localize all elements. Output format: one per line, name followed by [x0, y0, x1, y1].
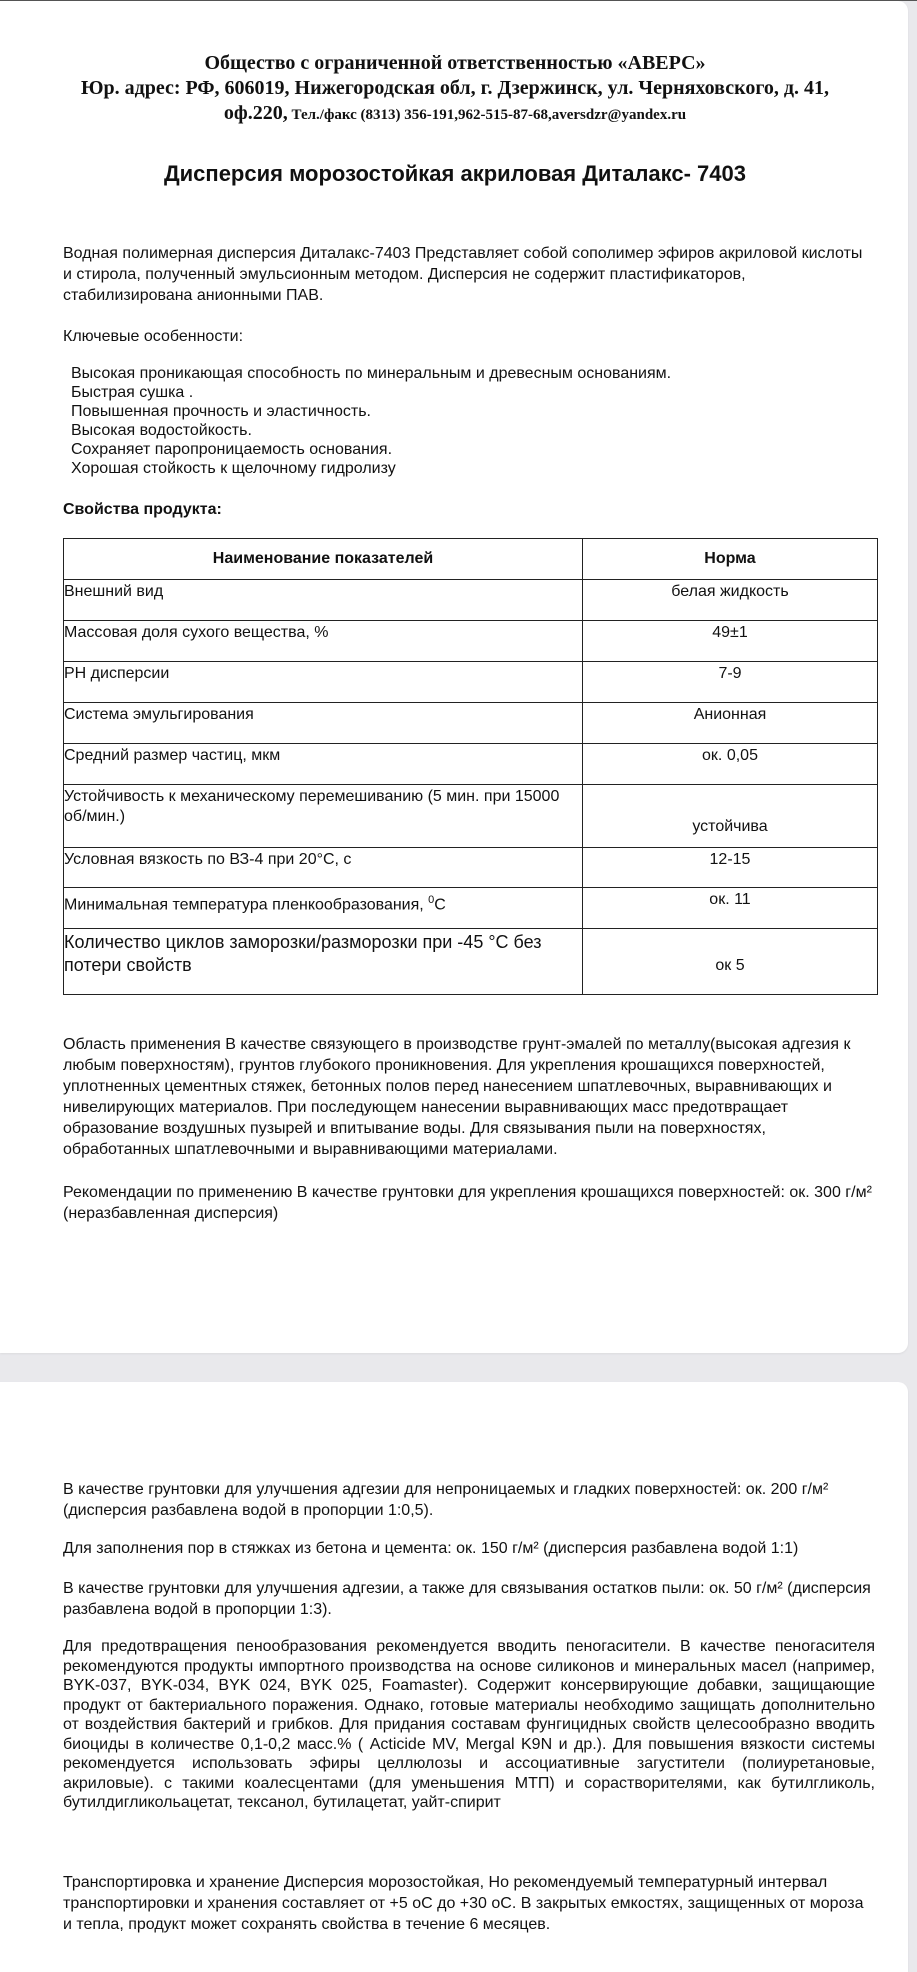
row-name: Внешний вид — [64, 580, 583, 621]
application-area: Область применения В качестве связующего в производстве грунт-эмалей по металлу(высокая адгезия к любым поверхностям), грунтов глубокого проникновения. Для укрепления крошащихся поверхностей, уплотненных цементных стяжек, бетонных полов перед нанесением шпатлевочных, выравнивающих и нивелирующих материалов. При последующем нанесении выравнивающих масс предотвращает образование воздушных пузырей и впитывание воды. Для связывания пыли на поверхностях, обработанных шпатлевочными и выравнивающими материалами. — [63, 1036, 851, 1158]
page-title: Дисперсия морозостойкая акриловая Диталакс- 7403 — [163, 161, 747, 186]
company-name: Общество с ограниченной ответственностью «АВЕРС» — [204, 52, 706, 74]
column-header-value: Норма — [583, 539, 878, 580]
document-page-2 — [0, 1382, 908, 1972]
features-label: Ключевые особенности: — [63, 328, 244, 345]
primer-adhesion-paragraph: В качестве грунтовки для улучшения адгезии для непроницаемых и гладких поверхностей: ок. 200 г/м² (дисперсия разбавлена водой в пропорции 1:0,5). — [63, 1481, 829, 1519]
company-address: Юр. адрес: РФ, 606019, Нижегородская обл, г. Дзержинск, ул. Черняховского, д. 41, — [80, 77, 830, 99]
company-header — [40, 51, 870, 128]
row-value: 7-9 — [583, 662, 878, 703]
row-name: Минимальная температура пленкообразования, $^0$С — [64, 888, 583, 929]
row-name: Количество циклов заморозки/разморозки при -45 °С без потери свойств — [64, 929, 583, 995]
table-row — [64, 785, 878, 848]
row-value: ок. 0,05 — [583, 744, 878, 785]
column-header-name: Наименование показателей — [64, 539, 583, 580]
table-row — [64, 744, 878, 785]
row-name: Средний размер частиц, мкм — [64, 744, 583, 785]
table-row — [64, 888, 878, 929]
row-name: Устойчивость к механическому перемешиванию (5 мин. при 15000 об/мин.) — [64, 785, 583, 848]
table-row — [64, 580, 878, 621]
row-value: ок 5 — [583, 929, 878, 995]
additives-paragraph: Для предотвращения пенообразования рекомендуется вводить пеногасители. В качестве пеногасителя рекомендуются продукты импортного производства на основе силиконов и минеральных масел (например, BYK-037, BYK-034, BYK 024, BYK 025, Foamaster). Содержит консервирующие добавки, защищающие продукт от бактериального поражения. Однако, готовые материалы необходимо защищать дополнительно от воздействия бактерий и грибков. Для придания составам фунгицидных свойств целесообразно вводить биоциды в количестве 0,1-0,2 масс.% ( Acticide MV, Mergal K9N и др.). Для повышения вязкости системы рекомендуется использовать эфиры целлюлозы и ассоциативные загустители (полиуретановые, акриловые). с такими коалесцентами (для уменьшения МТП) и сорастворителями, как бутилгликоль, бутилдигликольацетат, тексанол, бутилацетат, уайт-спирит — [63, 1638, 875, 1811]
features-list — [71, 364, 671, 478]
row-name: Условная вязкость по ВЗ-4 при 20°С, с — [64, 848, 583, 888]
row-value: ок. 11 — [583, 888, 878, 929]
row-value: Анионная — [583, 703, 878, 744]
table-row — [64, 662, 878, 703]
storage-paragraph: Транспортировка и хранение Дисперсия морозостойкая, Но рекомендуемый температурный интервал транспортировки и хранения составляет от +5 оС до +30 оС. В закрытых емкостях, защищенных от мороза и тепла, продукт может сохранять свойства в течение 6 месяцев. — [63, 1874, 864, 1933]
feature-item: Высокая водостойкость. — [71, 422, 252, 439]
row-name: PH дисперсии — [64, 662, 583, 703]
company-phone: Тел./факс (8313) 356-191,962-515-87-68,aversdzr@yandex.ru — [287, 107, 687, 123]
feature-item: Хорошая стойкость к щелочному гидролизу — [71, 460, 396, 477]
feature-item: Повышенная прочность и эластичность. — [71, 403, 371, 420]
company-office: оф.220, — [223, 102, 288, 124]
row-name: Массовая доля сухого вещества, % — [64, 621, 583, 662]
properties-label: Свойства продукта: — [63, 501, 222, 518]
row-value: 49±1 — [583, 621, 878, 662]
row-name: Система эмульгирования — [64, 703, 583, 744]
table-row — [64, 621, 878, 662]
application-recommendations: Рекомендации по применению В качестве грунтовки для укрепления крошащихся поверхностей: ок. 300 г/м² (неразбавленная дисперсия) — [63, 1184, 872, 1222]
feature-item: Высокая проникающая способность по минеральным и древесным основаниям. — [71, 365, 672, 382]
dust-binding-paragraph: В качестве грунтовки для улучшения адгезии, а также для связывания остатков пыли: ок. 50 г/м² (дисперсия разбавлена водой в пропорции 1:3). — [63, 1580, 871, 1618]
table-row — [64, 703, 878, 744]
intro-paragraph: Водная полимерная дисперсия Диталакс-7403 Представляет собой сополимер эфиров акриловой кислоты и стирола, полученный эмульсионным методом. Дисперсия не содержит пластификаторов, стабилизирована анионными ПАВ. — [63, 245, 863, 304]
table-row — [64, 848, 878, 888]
feature-item: Быстрая сушка . — [71, 384, 194, 401]
table-header-row — [64, 539, 878, 580]
properties-table — [63, 538, 878, 995]
row-value: устойчива — [583, 785, 878, 848]
pore-filling-paragraph: Для заполнения пор в стяжках из бетона и цемента: ок. 150 г/м² (дисперсия разбавлена водой 1:1) — [63, 1540, 799, 1557]
row-value: белая жидкость — [583, 580, 878, 621]
document-page-1 — [0, 1, 908, 1353]
row-value: 12-15 — [583, 848, 878, 888]
table-row — [64, 929, 878, 995]
feature-item: Сохраняет паропроницаемость основания. — [71, 441, 393, 458]
company-contacts — [40, 101, 870, 128]
